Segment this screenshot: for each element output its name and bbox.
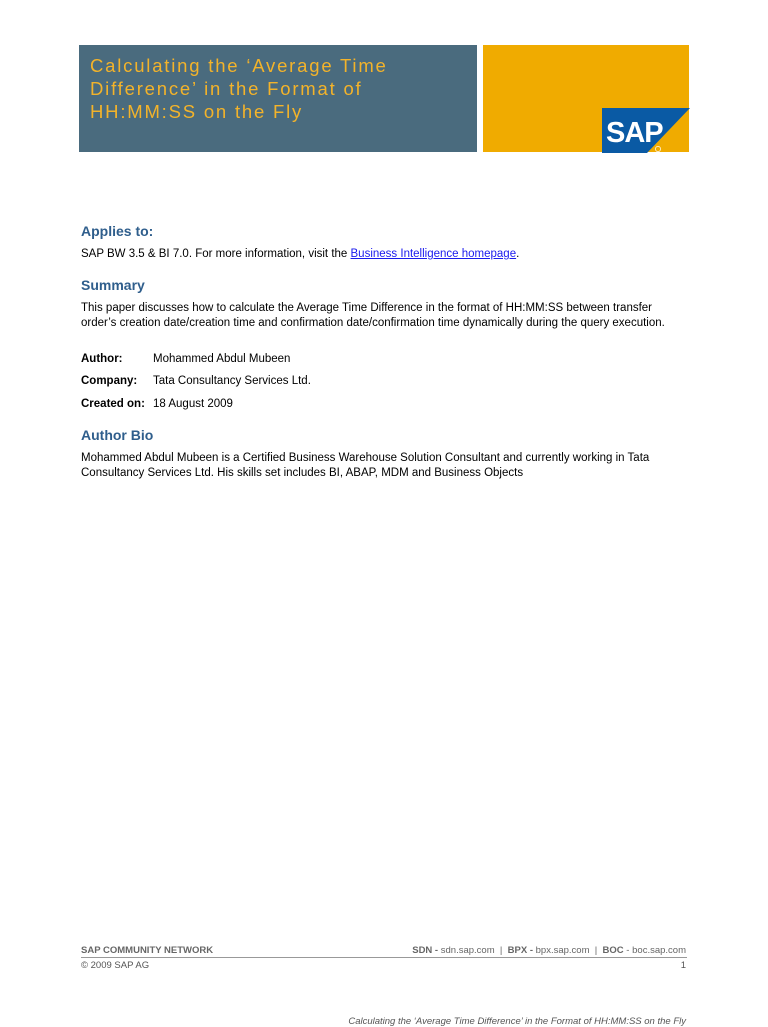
page-number: 1: [680, 960, 686, 971]
business-intelligence-homepage-link[interactable]: Business Intelligence homepage: [350, 248, 517, 260]
author-bio-text: Mohammed Abdul Mubeen is a Certified Business Warehouse Solution Consultant and currently working in Tata Consultancy Services Ltd. His skills set includes BI, ABAP, MDM and Business Objects: [81, 452, 650, 479]
applies-to-heading: Applies to:: [81, 223, 154, 239]
company-row: [81, 374, 311, 388]
created-on-label: Created on:: [81, 398, 145, 410]
author-value: Mohammed Abdul Mubeen: [153, 353, 291, 365]
sdn-link[interactable]: sdn.sap.com: [440, 945, 495, 956]
title-line: Difference’ in the Format of: [90, 78, 363, 99]
footer-links: SDN - sdn.sap.com | BPX - bpx.sap.com | BOC - boc.sap.com: [412, 945, 686, 956]
applies-to-text-start: SAP BW 3.5 & BI 7.0. For more information, visit the: [81, 248, 351, 260]
author-label: Author:: [81, 353, 123, 365]
sap-logo-text: SAP: [606, 117, 663, 149]
sdn-label: SDN -: [412, 945, 439, 956]
boc-link[interactable]: boc.sap.com: [632, 945, 686, 956]
footer-copyright: © 2009 SAP AG: [81, 960, 150, 971]
footer-divider: [81, 957, 687, 958]
author-row: [81, 352, 290, 366]
bpx-label: BPX -: [507, 945, 533, 956]
created-on-row: [81, 397, 233, 411]
footer-network: SAP COMMUNITY NETWORK: [81, 945, 214, 956]
author-bio-heading: Author Bio: [81, 427, 154, 443]
applies-to-text-end: .: [516, 248, 520, 260]
footer-separator: |: [499, 945, 503, 956]
running-footer-title: Calculating the ‘Average Time Difference’ in the Format of HH:MM:SS on the Fly: [348, 1016, 686, 1027]
title-line: Calculating the ‘Average Time: [90, 55, 388, 76]
sap-logo: [602, 108, 690, 153]
summary-text: This paper discusses how to calculate the Average Time Difference in the format of HH:MM:SS between transfer order’s creation date/creation time and confirmation date/confirmation time dynamically during the query execution.: [81, 302, 665, 329]
boc-label: BOC: [602, 945, 624, 956]
title-banner: [79, 45, 477, 152]
created-on-value: 18 August 2009: [153, 398, 233, 410]
applies-to-text: [81, 247, 691, 262]
bpx-link[interactable]: bpx.sap.com: [535, 945, 590, 956]
company-value: Tata Consultancy Services Ltd.: [153, 375, 311, 387]
document-title: [90, 54, 470, 123]
title-line: HH:MM:SS on the Fly: [90, 101, 304, 122]
footer-separator: |: [594, 945, 598, 956]
logo-banner: [483, 45, 689, 152]
summary-heading: Summary: [81, 277, 145, 293]
company-label: Company:: [81, 375, 138, 387]
